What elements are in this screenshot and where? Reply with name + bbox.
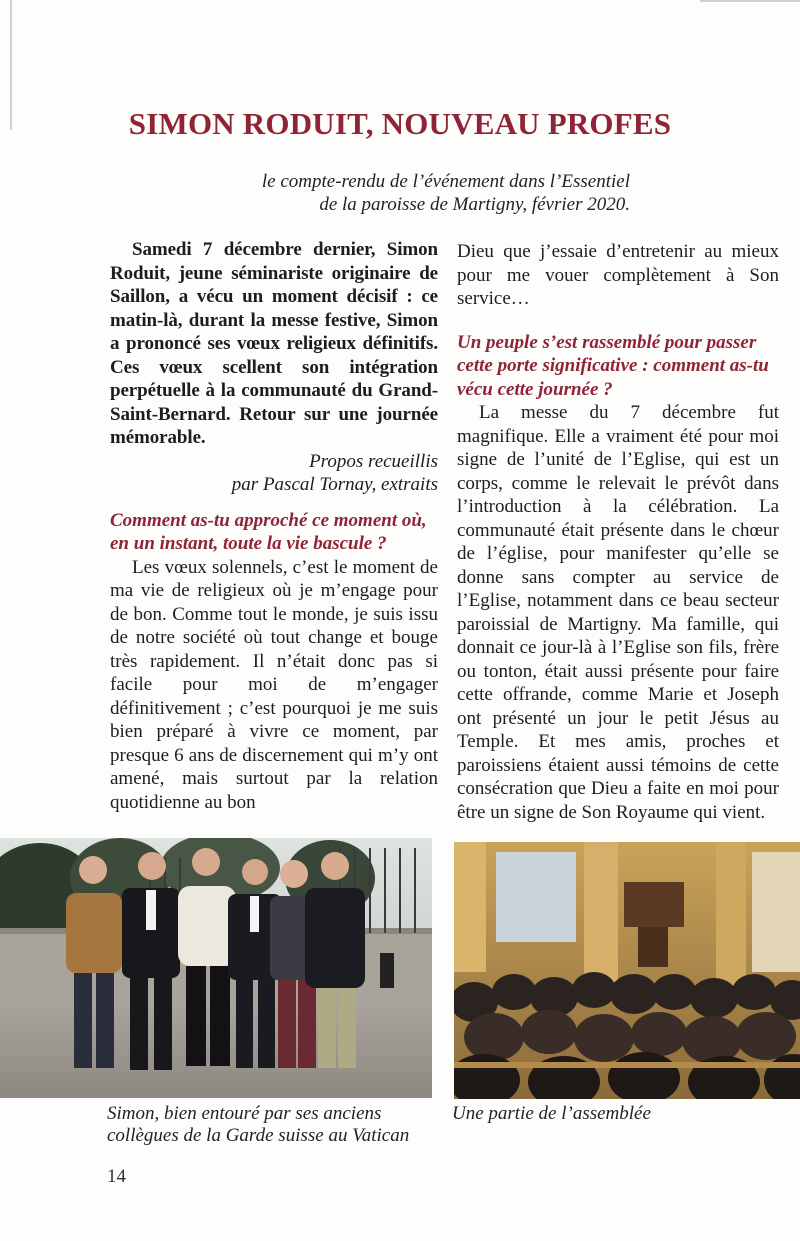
article-subtitle: [200, 170, 630, 216]
assembly-photo: [454, 842, 800, 1099]
group-photo-caption: [107, 1103, 437, 1147]
article-title: SIMON RODUIT, NOUVEAU PROFES: [128, 106, 672, 141]
subtitle-line: le compte-rendu de l’événement dans l’Essentiel: [261, 171, 630, 192]
credit-line: Propos recueillis: [309, 450, 438, 472]
question-heading: Comment as-tu approché ce moment où, en un instant, toute la vie bascule ?: [110, 509, 427, 554]
right-column: [457, 240, 779, 824]
page-edge-line-top: [700, 0, 800, 2]
answer-paragraph-continued: Dieu que j’essaie d’entretenir au mieux pour me vouer complètement à Son service…: [457, 241, 779, 309]
credit-line: par Pascal Tornay, extraits: [231, 474, 438, 495]
left-column: [110, 238, 438, 814]
page-number: 14: [107, 1166, 126, 1187]
question-heading: Un peuple s’est rassemblé pour passer cette porte significative : comment as-tu vécu cette journée ?: [457, 331, 769, 400]
subtitle-line: de la paroisse de Martigny, février 2020.: [319, 194, 630, 215]
assembly-photo-caption: Une partie de l’assemblée: [452, 1103, 651, 1124]
caption-line: Simon, bien entouré par ses anciens: [107, 1103, 382, 1124]
group-photo: [0, 838, 432, 1098]
caption-line: collègues de la Garde suisse au Vatican: [107, 1125, 410, 1146]
article-lead: Samedi 7 décembre dernier, Simon Roduit, jeune séminariste originaire de Saillon, a vécu un moment décisif : ce matin-là, durant la messe festive, Simon a prononcé ses vœux religieux définitifs. Ces vœux scellent son intégration perpétuelle à la communauté du Grand-Saint-Bernard. Retour sur une journée mémorable.: [110, 239, 438, 448]
answer-paragraph: La messe du 7 décembre fut magnifique. Elle a vraiment été pour moi signe de l’unité de l’Eglise, qui est un corps, comme le relevait le prévôt dans l’introduction à la célébration. La communauté était présente dans le chœur de l’église, pour manifester qu’elle se donne sans compter au service de l’Eglise, notamment dans ce beau secteur paroissial de Martigny. Ma famille, qui donnait ce jour-là à l’Eglise son fils, frère ou tonton, était aussi présente pour faire cette offrande, comme Marie et Joseph ont présenté un jour le petit Jésus au Temple. Et mes amis, proches et paroissiens étaient aussi témoins de cette consécration que Dieu a faite en moi pour être un signe de Son Royaume qui vient.: [457, 402, 779, 823]
answer-paragraph: Les vœux solennels, c’est le moment de ma vie de religieux où je m’engage pour de bon. Comme tout le monde, je suis issu de notre société où tout change et bouge très rapidement. Il n’était donc pas si facile pour moi de m’engager définitivement ; c’est pourquoi je me suis bien préparé à vivre ce moment, par presque 6 ans de discernement qui m’y ont amené, mais surtout par la relation quotidienne au bon: [110, 556, 438, 813]
article-credit: [110, 450, 438, 497]
